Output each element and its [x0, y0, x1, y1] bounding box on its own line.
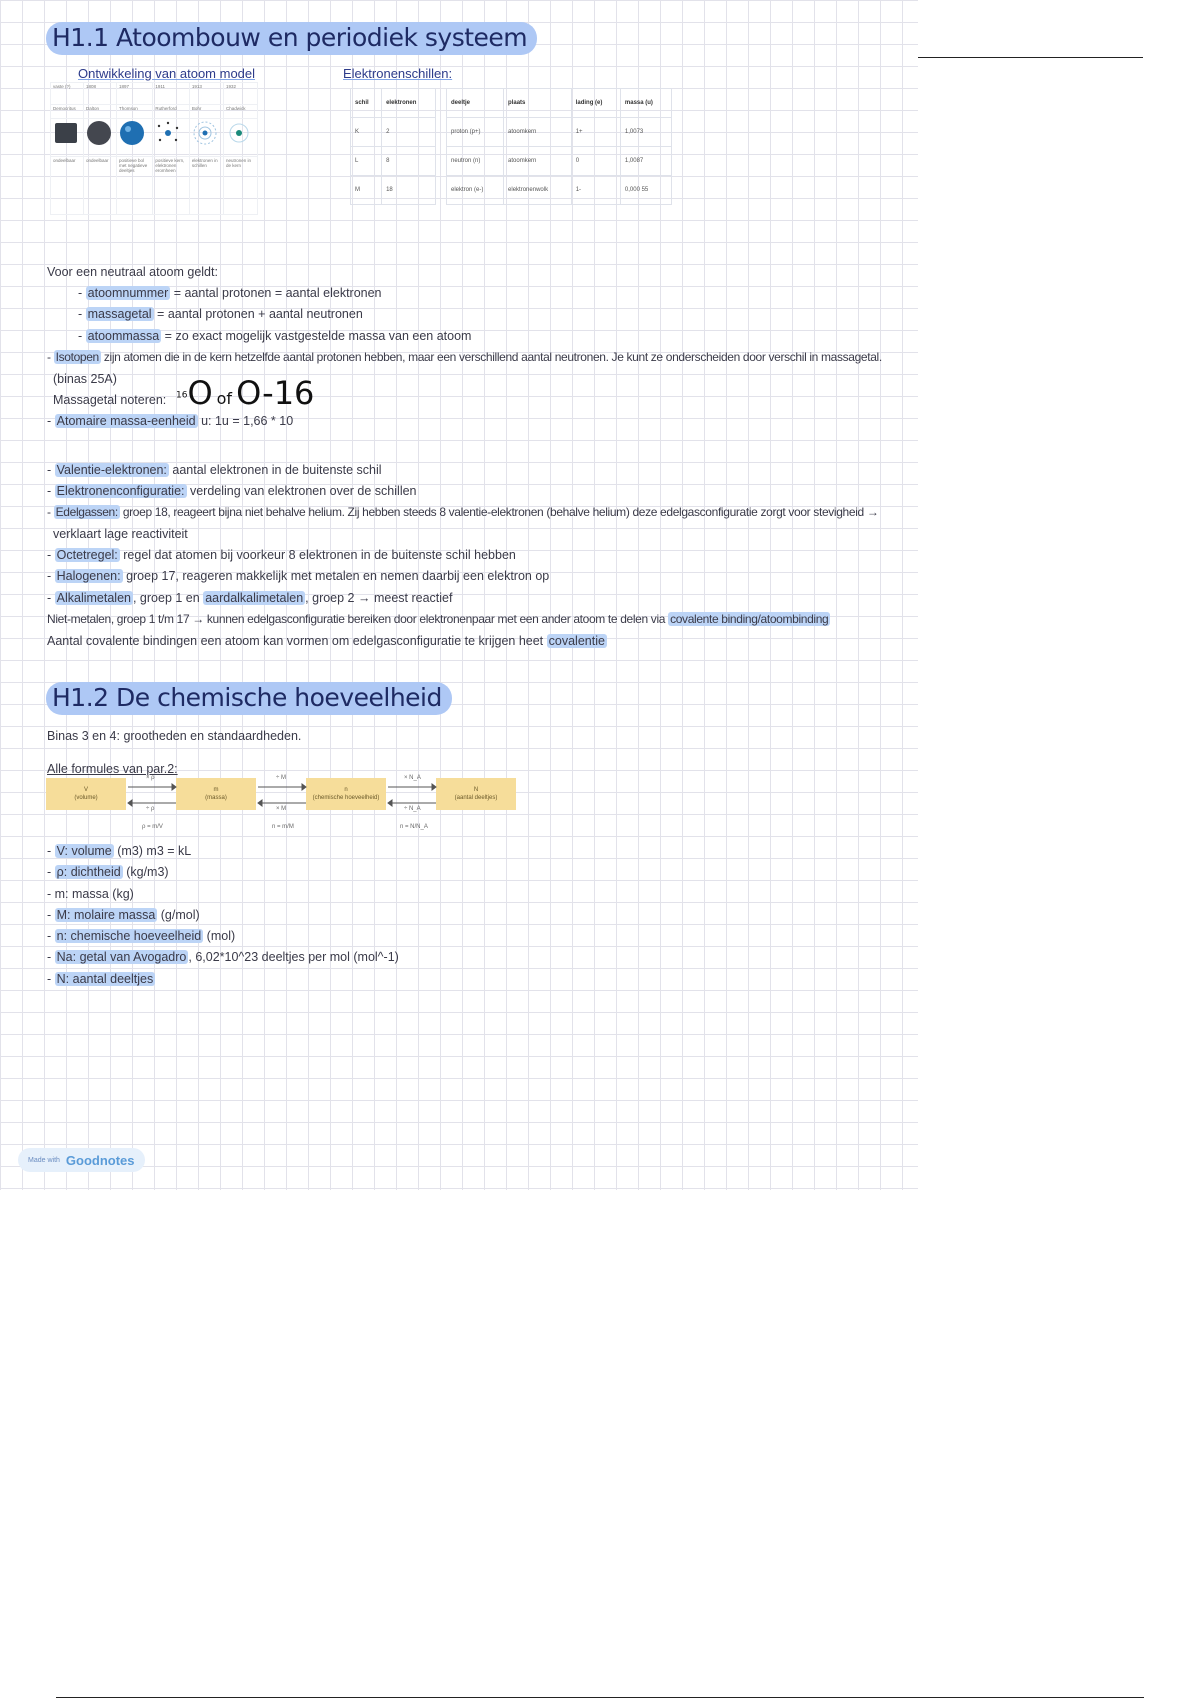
term: Edelgassen: [55, 505, 118, 519]
notation-symbol: O [187, 374, 213, 412]
op-label: ÷ N_A [404, 806, 421, 812]
op-label: ÷ M [276, 775, 286, 781]
term: N: aantal deeltjes [56, 972, 154, 986]
box-label: (aantal deeltjes) [454, 795, 498, 801]
box-symbol: N [473, 787, 479, 793]
model-cell: Thomson [117, 105, 153, 119]
binas-3-4: Binas 3 en 4: grootheden en standaardheden. [47, 729, 302, 743]
bullet-text: = aantal protonen + aantal neutronen [153, 307, 363, 321]
term: atoommassa [87, 329, 160, 343]
bullet-isotopen: - Isotopen zijn atomen die in de kern hetzelfde aantal protonen hebben, maar een verschillend aantal neutronen. Je kunt ze onderscheiden door verschil in massagetal. [47, 350, 882, 364]
bullet-text: groep 18, reageert bijna niet behalve helium. Zij hebben steeds 8 valentie-elektronen (behalve helium) deze edelgasconfiguratie zorgt voor stevigheid → [119, 505, 879, 519]
model-image [51, 119, 84, 157]
symbol-molaire-massa: - M: molaire massa (g/mol) [47, 908, 200, 922]
bullet-text: = aantal protonen = aantal elektronen [170, 286, 382, 300]
goodnotes-badge [18, 1148, 145, 1172]
symbol-text: (kg/m3) [122, 865, 169, 879]
bullet-ame: - Atomaire massa-eenheid u: 1u = 1,66 * 10 [47, 414, 294, 428]
bullet-text: , groep 2 → meest reactief [305, 591, 453, 605]
term: Valentie-elektronen: [56, 463, 167, 477]
formula-diagram [46, 776, 526, 840]
term: ρ: dichtheid [56, 865, 121, 879]
particle-table [446, 88, 672, 205]
model-cell: Democritus [51, 105, 84, 119]
bullet-text: = zo exact mogelijk vastgestelde massa van een atoom [161, 329, 472, 343]
particle-cell: atoomkern [504, 147, 572, 176]
term: covalentie [548, 634, 605, 648]
bullet-octetregel: - Octetregel: regel dat atomen bij voorkeur 8 elektronen in de buitenste schil hebben [47, 548, 516, 562]
covalentie-line [47, 631, 607, 652]
bullet-atoomnummer: - atoomnummer = aantal protonen = aantal elektronen [78, 286, 382, 300]
symbol-avogadro: - Na: getal van Avogadro , 6,02*10^23 deeltjes per mol (mol^-1) [47, 950, 399, 964]
term: V: volume [56, 844, 112, 858]
bullet-edelgassen: - Edelgassen: groep 18, reageert bijna niet behalve helium. Zij hebben steeds 8 valentie-elektronen (behalve helium) deze edelgasconfiguratie zorgt voor stevigheid → [47, 505, 879, 519]
isotope-notation [176, 374, 314, 412]
model-cell: elektronen in schillen [189, 157, 223, 215]
model-cell: positieve kern, elektronen eromheen [153, 157, 189, 215]
formula: n = m/M [272, 824, 294, 830]
notation-alt: O-16 [236, 374, 315, 412]
symbol-aantal-deeltjes: - N: aantal deeltjes [47, 972, 154, 986]
bullet-text: , groep 1 en [132, 591, 204, 605]
term: n: chemische hoeveelheid [56, 929, 202, 943]
term: M: molaire massa [56, 908, 156, 922]
symbol-volume: - V: volume (m3) m3 = kL [47, 844, 192, 858]
line-text: Niet-metalen, groep 1 t/m 17 → kunnen edelgasconfiguratie bereiken door elektronenpaar met een ander atoom te delen via [47, 612, 669, 626]
shell-cell: M [351, 176, 382, 205]
particle-cell: elektron (e-) [447, 176, 504, 205]
symbol-text: m: massa (kg) [54, 887, 134, 901]
particle-header: massa (u) [620, 89, 671, 118]
particle-cell: 0 [571, 147, 620, 176]
particle-cell: 1+ [571, 118, 620, 147]
shell-heading: Elektronenschillen: [343, 66, 453, 81]
model-image [117, 119, 153, 157]
box-symbol: n [344, 787, 348, 793]
particle-cell: neutron (n) [447, 147, 504, 176]
bullet-atoommassa: - atoommassa = zo exact mogelijk vastgestelde massa van een atoom [78, 329, 472, 343]
shell-cell: 18 [382, 176, 436, 205]
solid-sphere-icon [86, 120, 114, 146]
term: Isotopen [55, 350, 99, 364]
formula: n = N/N_A [400, 824, 428, 830]
model-cell: Rutherford [153, 105, 189, 119]
box-label: (volume) [74, 795, 98, 801]
bullet-halogenen: - Halogenen: groep 17, reageren makkelijk met metalen en nemen daarbij een elektron op [47, 569, 550, 583]
model-cell: ondeelbaar [84, 157, 117, 215]
shell-cell: K [351, 118, 382, 147]
notation-of: of [216, 389, 233, 408]
model-cell: 1808 [84, 83, 117, 105]
term: aardalkalimetalen [205, 591, 304, 605]
term: Octetregel: [56, 548, 118, 562]
model-cell: ondeelbaar [51, 157, 84, 215]
box-label: (massa) [205, 795, 227, 801]
bullet-text: regel dat atomen bij voorkeur 8 elektronen in de buitenste schil hebben [119, 548, 516, 562]
bullet-elektronenconfiguratie: - Elektronenconfiguratie: verdeling van elektronen over de schillen [47, 484, 417, 498]
symbol-dichtheid: - ρ: dichtheid (kg/m3) [47, 865, 169, 879]
model-cell: Bohr [189, 105, 223, 119]
bullet-text: aantal elektronen in de buitenste schil [168, 463, 382, 477]
plum-pudding-icon [119, 120, 147, 146]
model-cell: 1897 [117, 83, 153, 105]
particle-cell: atoomkern [504, 118, 572, 147]
shell-cell: 8 [382, 147, 436, 176]
shell-table [350, 88, 436, 205]
term: Elektronenconfiguratie: [56, 484, 185, 498]
symbol-text: (m3) m3 = kL [113, 844, 192, 858]
model-cell: Chadwick [223, 105, 257, 119]
atom-model-table [50, 82, 258, 242]
goodnotes-logo: Goodnotes [65, 1152, 135, 1168]
term: massagetal [87, 307, 152, 321]
shell-cell: 2 [382, 118, 436, 147]
shell-header: elektronen [382, 89, 436, 118]
particle-cell: 1,0087 [620, 147, 671, 176]
model-cell: 1911 [153, 83, 189, 105]
shell-header: schil [351, 89, 382, 118]
symbol-chemische-hoeveelheid: - n: chemische hoeveelheid (mol) [47, 929, 236, 943]
bullet-text: u: 1u = 1,66 * 10 [197, 414, 294, 428]
symbol-text: (mol) [203, 929, 236, 943]
particle-cell: 1- [571, 176, 620, 205]
line-text: Aantal covalente bindingen een atoom kan vormen om edelgasconfiguratie te krijgen heet [47, 634, 547, 648]
model-cell: 1913 [189, 83, 223, 105]
formula: ρ = m/V [142, 824, 163, 830]
op-label: × N_A [404, 775, 421, 781]
mass-superscript: 16 [176, 390, 188, 401]
particle-cell: proton (p+) [447, 118, 504, 147]
model-cell: Dalton [84, 105, 117, 119]
model-image [189, 119, 223, 157]
term: Alkalimetalen [56, 591, 131, 605]
model-image [153, 119, 189, 157]
term: Halogenen: [56, 569, 121, 583]
model-cell: neutronen in de kern [223, 157, 257, 215]
particle-header: plaats [504, 89, 572, 118]
particle-cell: 0,000 55 [620, 176, 671, 205]
box-symbol: m [213, 787, 219, 793]
particle-header: deeltje [447, 89, 504, 118]
op-label: ÷ ρ [146, 806, 155, 812]
shell-cell: L [351, 147, 382, 176]
bohr-model-icon [192, 120, 220, 146]
bullet-valentie: - Valentie-elektronen: aantal elektronen in de buitenste schil [47, 463, 382, 477]
term: Na: getal van Avogadro [56, 950, 187, 964]
bullet-alkalimetalen: - Alkalimetalen , groep 1 en aardalkalimetalen , groep 2 → meest reactief [47, 591, 453, 605]
neutral-intro: Voor een neutraal atoom geldt: [47, 265, 218, 279]
particle-cell: 1,0073 [620, 118, 671, 147]
chadwick-model-icon [226, 120, 254, 146]
bullet-text: groep 17, reageren makkelijk met metalen en nemen daarbij een elektron op [122, 569, 550, 583]
model-cell: 1932 [223, 83, 257, 105]
bullet-edelgassen-cont: verklaart lage reactiviteit [53, 527, 188, 541]
term: Atomaire massa-eenheid [56, 414, 196, 428]
bottom-line [56, 1697, 1144, 1698]
section-title-2: H1.2 De chemische hoeveelheid [46, 682, 452, 715]
box-label: (chemische hoeveelheid) [312, 795, 380, 801]
section-title-1: H1.1 Atoombouw en periodiek systeem [46, 22, 537, 55]
bullet-massagetal: - massagetal = aantal protonen + aantal neutronen [78, 307, 363, 321]
rutherford-model-icon [155, 120, 183, 146]
particle-header: lading (e) [571, 89, 620, 118]
box-symbol: V [83, 787, 88, 793]
formulas-intro: Alle formules van par.2: [47, 762, 178, 776]
model-heading: Ontwikkeling van atoom model [78, 66, 256, 81]
top-right-line [918, 57, 1143, 58]
bullet-text: zijn atomen die in de kern hetzelfde aantal protonen hebben, maar een verschillend aantal neutronen. Je kunt ze onderscheiden door verschil in massagetal. [100, 350, 882, 364]
op-label: × ρ [146, 775, 155, 781]
model-image [84, 119, 117, 157]
made-with-label: Made with [28, 1156, 60, 1164]
particle-cell: elektronenwolk [504, 176, 572, 205]
niet-metalen-line [47, 609, 830, 630]
model-image [223, 119, 257, 157]
cube-model-icon [53, 120, 81, 146]
term: atoomnummer [87, 286, 169, 300]
binas-ref: (binas 25A) [53, 372, 117, 386]
massagetal-noteren: Massagetal noteren: [53, 393, 167, 407]
op-label: × M [276, 806, 287, 812]
symbol-text: (g/mol) [157, 908, 200, 922]
bullet-text: verdeling van elektronen over de schillen [186, 484, 417, 498]
symbol-text: , 6,02*10^23 deeltjes per mol (mol^-1) [188, 950, 399, 964]
symbol-massa: - m: massa (kg) [47, 887, 134, 901]
model-cell: vaste (?) [51, 83, 84, 105]
model-cell: positieve bol met negatieve deeltjes [117, 157, 153, 215]
term: covalente binding/atoombinding [670, 612, 829, 626]
